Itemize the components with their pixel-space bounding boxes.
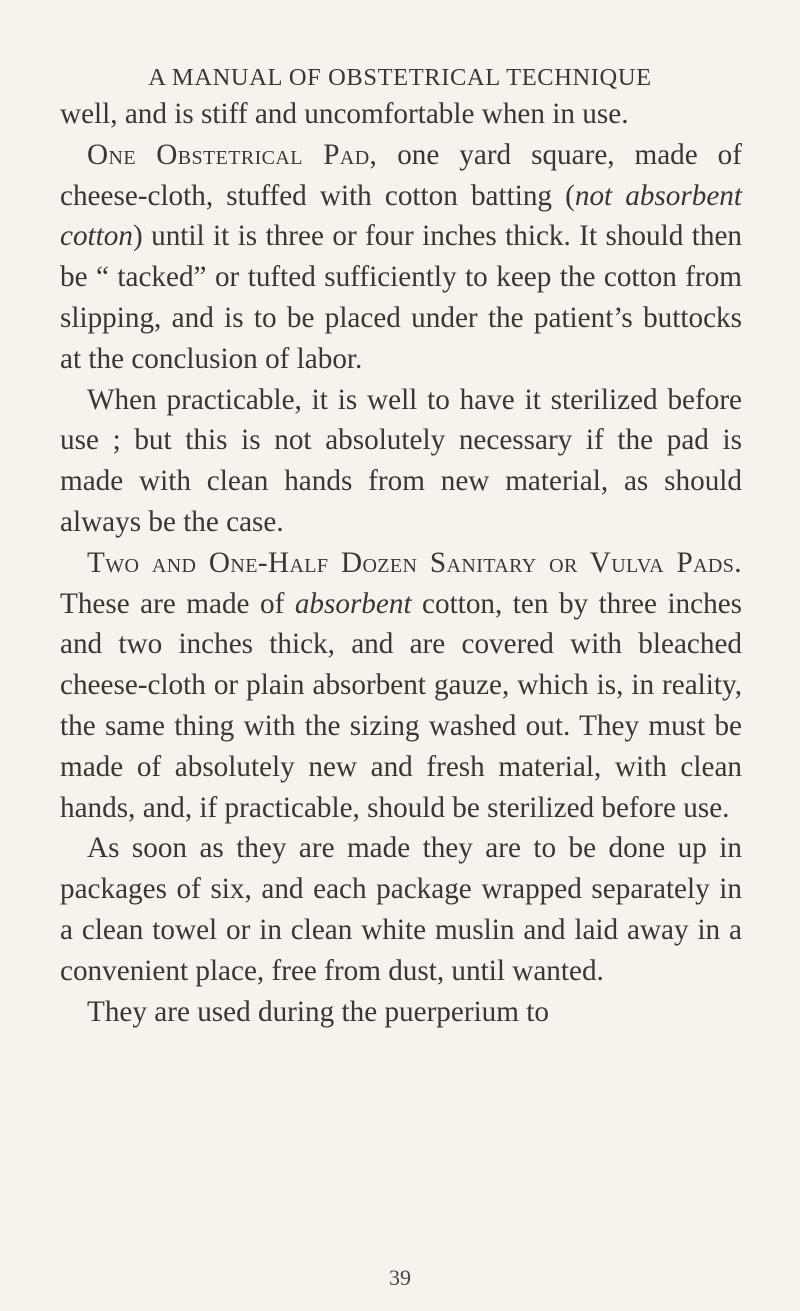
paragraph-puerperium: [60, 992, 742, 1033]
paragraph-packaging: [60, 828, 742, 991]
body-text: [60, 94, 742, 1032]
paragraph-continuation: [60, 94, 742, 135]
paragraph-obstetrical-pad: [60, 135, 742, 380]
paragraph-text: They are used during the puerperium to: [87, 995, 549, 1028]
paragraph-text: cotton, ten by three inches and two inches thick, and are covered with bleached cheese-cloth or plain absorbent gauze, which is, in reality, the same thing with the sizing washed out. They must be made of absolutely new and fresh material, with clean hands, and, if practicable, should be sterilized before use.: [60, 587, 743, 824]
italic-emphasis: not absorbent cotton: [60, 179, 742, 253]
paragraph-vulva-pads: [60, 543, 742, 829]
item-heading: Two and One-Half Dozen Sanitary or Vulva Pads.: [87, 546, 742, 579]
page-number: 39: [389, 1265, 411, 1290]
paragraph-text: These are made of: [60, 587, 295, 620]
item-heading: One Obstetrical Pad,: [87, 138, 378, 171]
paragraph-text: As soon as they are made they are to be done up in packages of six, and each package wrapped separately in a clean towel or in clean white muslin and laid away in a convenient place, free from dust, until wanted.: [60, 832, 742, 987]
italic-emphasis: absorbent: [294, 587, 412, 620]
paragraph-text: ) until it is three or four inches thick. It should then be “ tacked” or tufted sufficiently to keep the cotton from slipping, and is to be placed under the patient’s buttocks at the conclusion of labor.: [60, 220, 742, 375]
running-head: A MANUAL OF OBSTETRICAL TECHNIQUE: [148, 64, 652, 91]
paragraph-text: one yard square, made of cheese-cloth, stuffed with cotton batting (: [60, 138, 742, 212]
paragraph-text: When practicable, it is well to have it sterilized before use ; but this is not absolutely necessary if the pad is made with clean hands from new material, as should always be the case.: [60, 383, 742, 538]
paragraph-text: well, and is stiff and uncomfortable when in use.: [60, 98, 629, 130]
paragraph-sterilization: [60, 380, 742, 543]
